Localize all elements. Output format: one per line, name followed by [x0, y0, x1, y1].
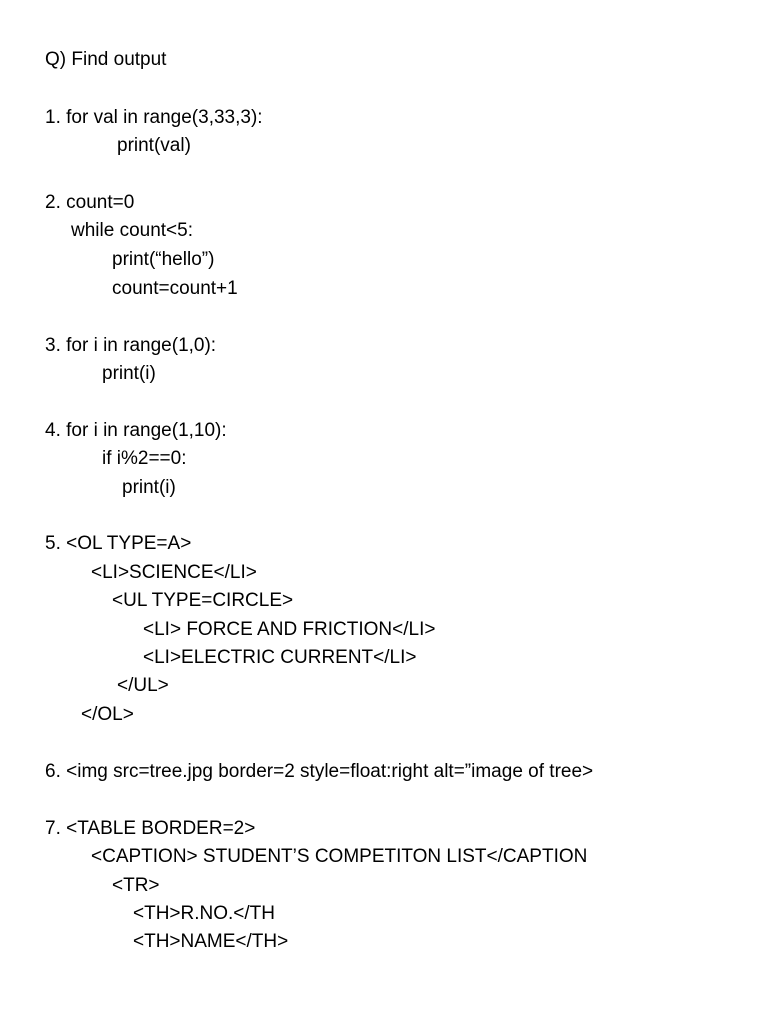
q2-line-4: count=count+1 — [112, 278, 238, 299]
q7-line-4: <TH>R.NO.</TH — [133, 903, 275, 924]
q4-line-2: if i%2==0: — [102, 448, 187, 469]
q5-line-1: 5. <OL TYPE=A> — [45, 533, 192, 554]
q2-line-1: 2. count=0 — [45, 192, 135, 213]
q2-line-3: print(“hello”) — [112, 249, 215, 270]
q3-line-1: 3. for i in range(1,0): — [45, 335, 217, 356]
q1-line-1: 1. for val in range(3,33,3): — [45, 107, 263, 128]
q6-line-1: 6. <img src=tree.jpg border=2 style=float:right alt=”image of tree> — [45, 761, 594, 782]
q5-line-5: <LI>ELECTRIC CURRENT</LI> — [143, 647, 417, 668]
q4-line-3: print(i) — [122, 477, 176, 498]
page-heading: Q) Find output — [45, 49, 167, 70]
q5-line-6: </UL> — [117, 675, 169, 696]
q2-line-2: while count<5: — [71, 220, 193, 241]
q7-line-2: <CAPTION> STUDENT’S COMPETITON LIST</CAPTION — [91, 846, 588, 867]
q7-line-3: <TR> — [112, 875, 160, 896]
q5-line-2: <LI>SCIENCE</LI> — [91, 562, 257, 583]
q1-line-2: print(val) — [117, 135, 191, 156]
q4-line-1: 4. for i in range(1,10): — [45, 420, 227, 441]
q5-line-7: </OL> — [81, 704, 134, 725]
q7-line-1: 7. <TABLE BORDER=2> — [45, 818, 256, 839]
q5-line-4: <LI> FORCE AND FRICTION</LI> — [143, 619, 436, 640]
q3-line-2: print(i) — [102, 363, 156, 384]
q7-line-5: <TH>NAME</TH> — [133, 931, 289, 952]
q5-line-3: <UL TYPE=CIRCLE> — [112, 590, 294, 611]
